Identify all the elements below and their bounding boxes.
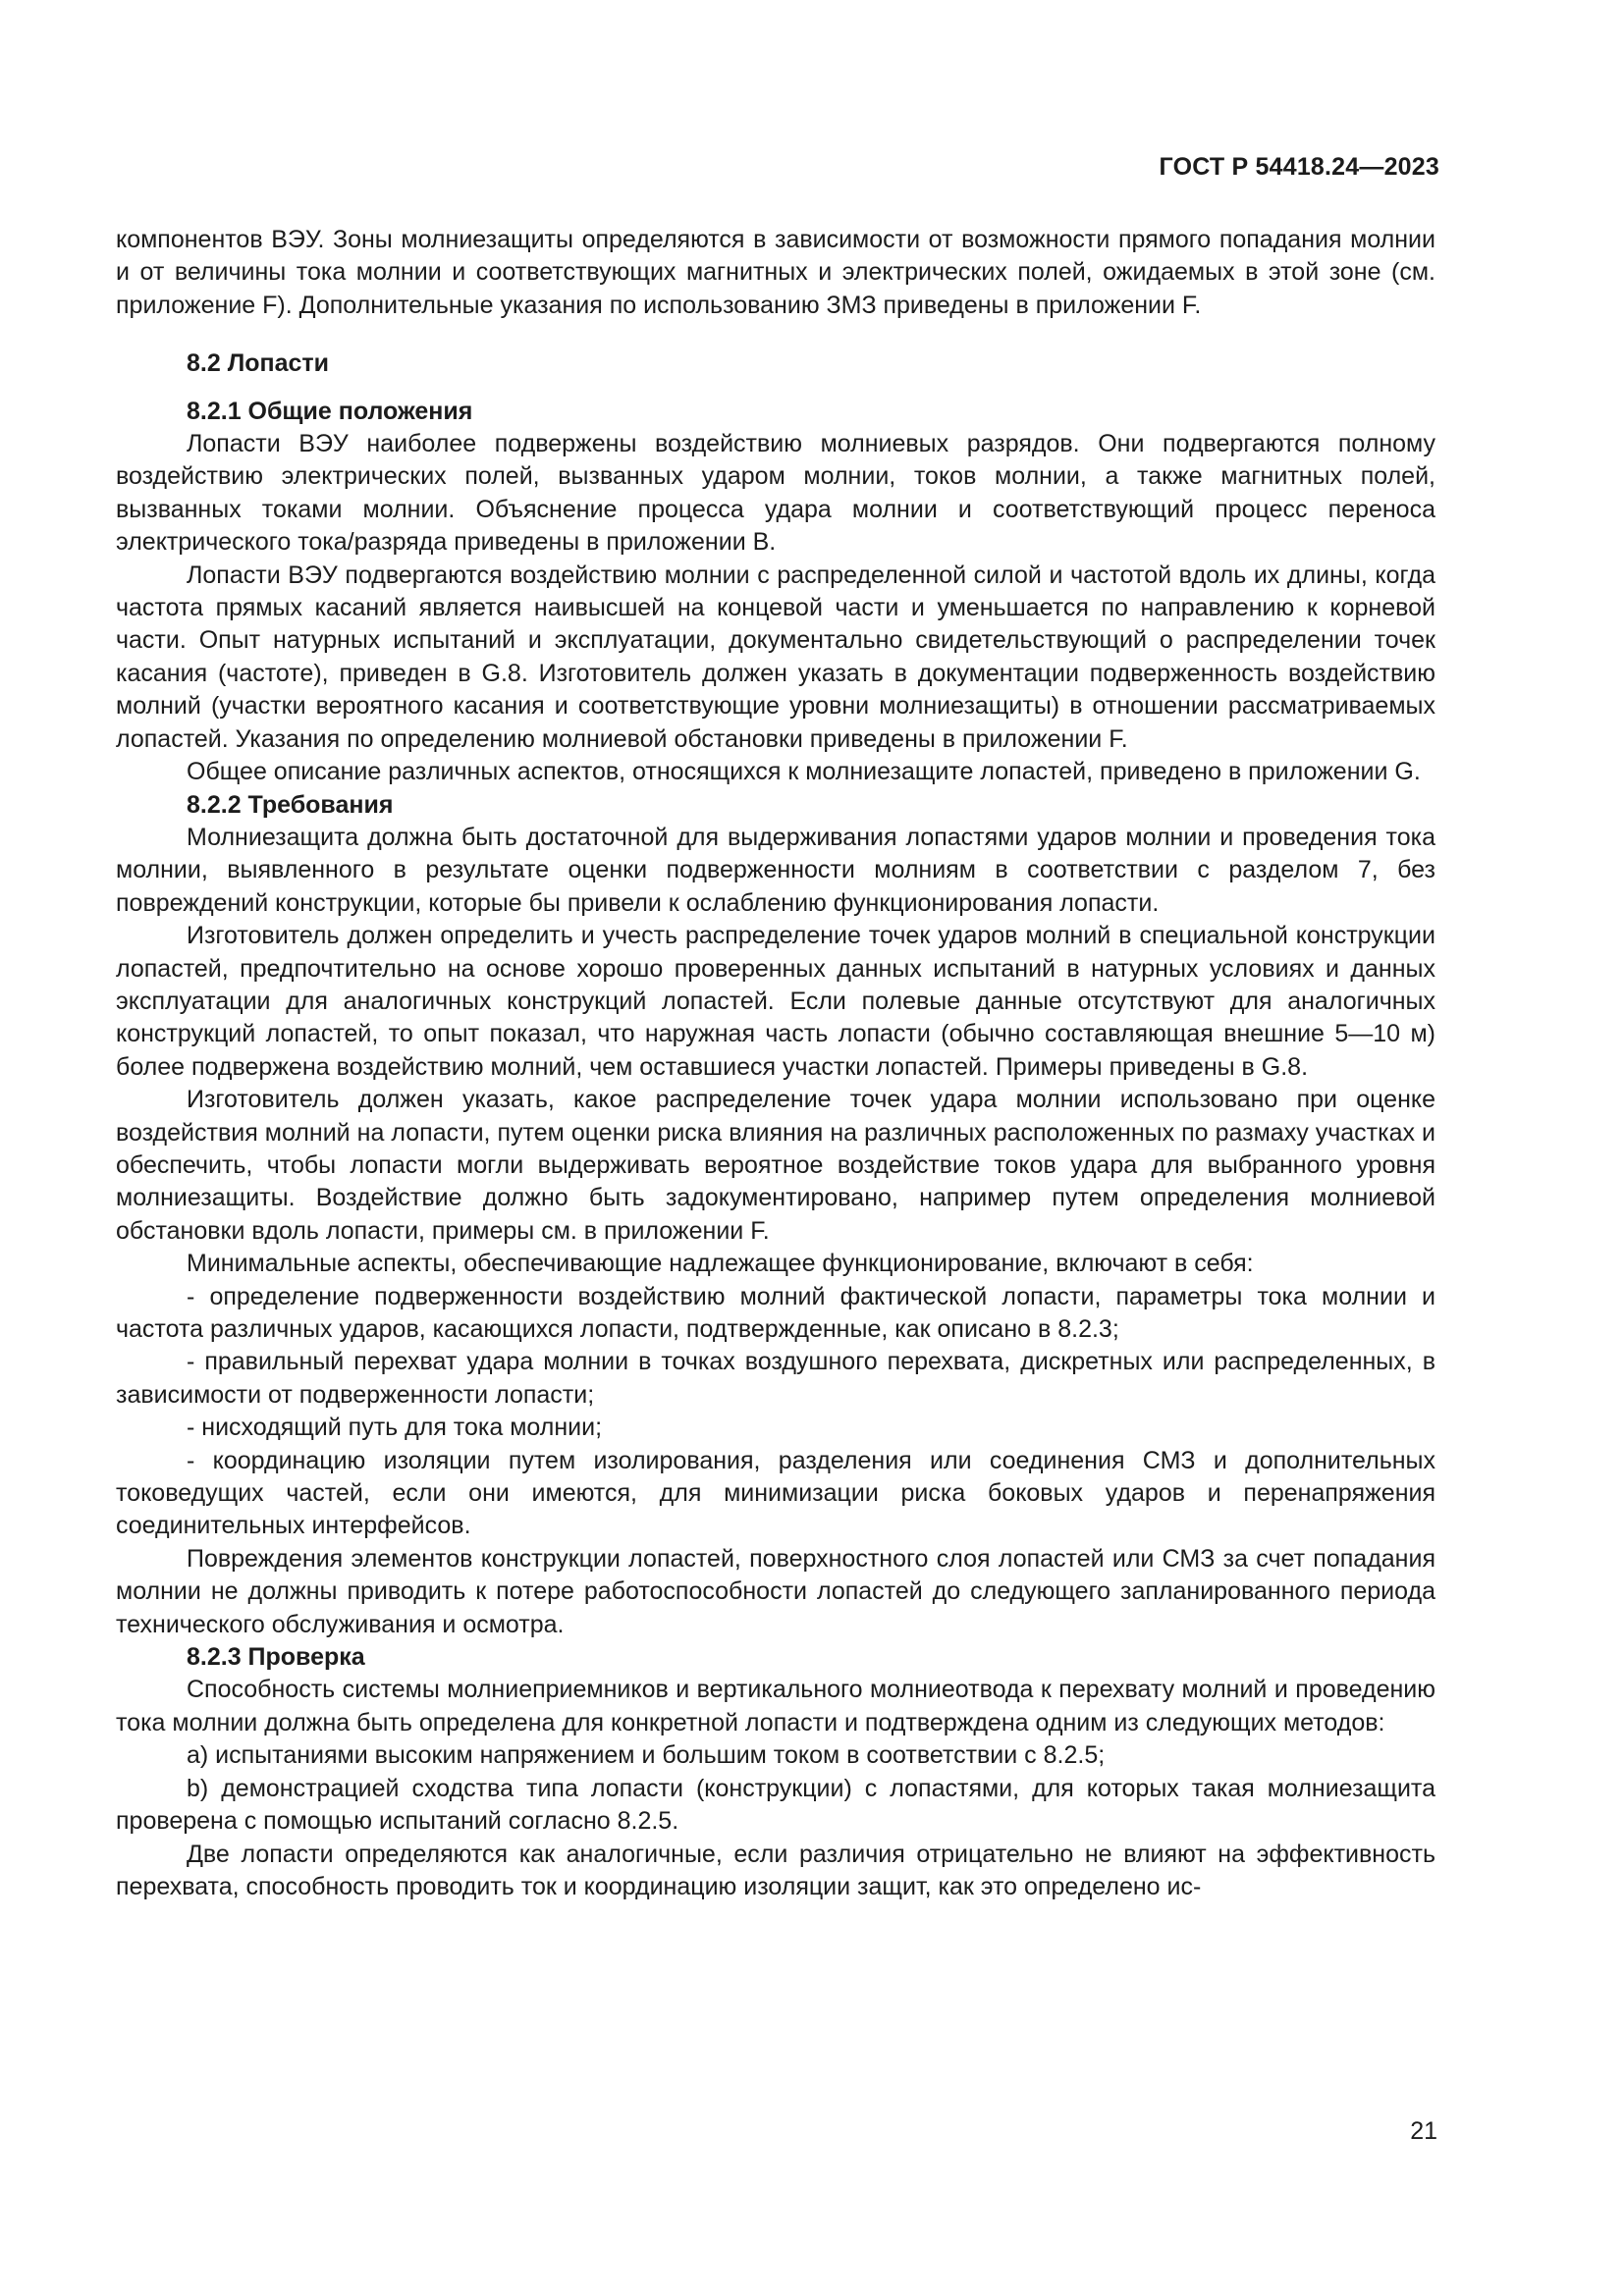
page-number: 21 xyxy=(1410,2117,1437,2145)
list-item: - координацию изоляции путем изолирования, разделения или соединения СМЗ и дополнительных токоведущих частей, если они имеются, для минимизации риска боковых ударов и перенапряжения соединительных интерфейсов. xyxy=(116,1446,1435,1540)
section-8-2-1-title: 8.2.1 Общие положения xyxy=(187,397,473,425)
document-standard-header: ГОСТ Р 54418.24—2023 xyxy=(1159,153,1439,181)
list-item: a) испытаниями высоким напряжением и большим током в соответствии с 8.2.5; xyxy=(187,1741,1106,1770)
intro-paragraph: компонентов ВЭУ. Зоны молниезащиты определяются в зависимости от возможности прямого попадания молнии и от величины тока молнии и соответствующих магнитных и электрических полей, ожидаемых в этой зоне (см. приложение F). Дополнительные указания по использованию ЗМЗ приведены в приложении F. xyxy=(116,226,1435,319)
section-8-2-1-paragraph-3: Общее описание различных аспектов, относящихся к молниезащите лопастей, приведено в приложении G. xyxy=(187,758,1421,786)
section-8-2-3-paragraph-1: Способность системы молниеприемников и вертикального молниеотвода к перехвату молний и проведению тока молнии должна быть определена для конкретной лопасти и подтверждена одним из следующих методов: xyxy=(116,1676,1435,1736)
section-8-2-3-paragraph-2: Две лопасти определяются как аналогичные, если различия отрицательно не влияют на эффективность перехвата, способность проводить ток и координацию изоляции защит, как это определено ис- xyxy=(116,1840,1435,1900)
document-body xyxy=(116,224,1435,1903)
section-8-2-2-paragraph-5: Повреждения элементов конструкции лопастей, поверхностного слоя лопастей или СМЗ за счет попадания молнии не должны приводить к потере работоспособности лопастей до следующего запланированного периода технического обслуживания и осмотра. xyxy=(116,1544,1435,1638)
section-8-2-2-paragraph-2: Изготовитель должен определить и учесть распределение точек ударов молний в специальной конструкции лопастей, предпочтительно на основе хорошо проверенных данных испытаний в натурных условиях и данных эксплуатации для аналогичных конструкций лопастей. Если полевые данные отсутствуют для аналогичных конструкций лопастей, то опыт показал, что наружная часть лопасти (обычно составляющая внешние 5—10 м) более подвержена воздействию молний, чем оставшиеся участки лопастей. Примеры приведены в G.8. xyxy=(116,922,1435,1081)
section-8-2-3-title: 8.2.3 Проверка xyxy=(187,1643,365,1672)
list-item: b) демонстрацией сходства типа лопасти (конструкции) с лопастями, для которых такая молниезащита проверена с помощью испытаний согласно 8.2.5. xyxy=(116,1774,1435,1836)
section-8-2-2-paragraph-3: Изготовитель должен указать, какое распределение точек удара молнии использовано при оценке воздействия молний на лопасти, путем оценки риска влияния на различных расположенных по размаху участках и обеспечить, чтобы лопасти могли выдерживать вероятное воздействие токов удара для выбранного уровня молниезащиты. Воздействие должно быть задокументировано, например путем определения молниевой обстановки вдоль лопасти, примеры см. в приложении F. xyxy=(116,1086,1435,1245)
list-item: - правильный перехват удара молнии в точках воздушного перехвата, дискретных или распределенных, в зависимости от подверженности лопасти; xyxy=(116,1348,1435,1409)
section-8-2-2-title: 8.2.2 Требования xyxy=(187,790,394,819)
section-8-2-1-paragraph-2: Лопасти ВЭУ подвергаются воздействию молнии с распределенной силой и частотой вдоль их длины, когда частота прямых касаний является наивысшей на концевой части и уменьшается по направлению к корневой части. Опыт натурных испытаний и эксплуатации, документально свидетельствующий о распределении точек касания (частоте), приведен в G.8. Изготовитель должен указать в документации подверженность воздействию молний (участки вероятного касания и соответствующие уровни молниезащиты) в отношении рассматриваемых лопастей. Указания по определению молниевой обстановки приведены в приложении F. xyxy=(116,561,1435,753)
list-item: - нисходящий путь для тока молнии; xyxy=(187,1414,603,1442)
section-8-2-2-paragraph-4: Минимальные аспекты, обеспечивающие надлежащее функционирование, включают в себя: xyxy=(187,1250,1254,1278)
section-8-2-title: 8.2 Лопасти xyxy=(187,349,330,378)
section-8-2-2-paragraph-1: Молниезащита должна быть достаточной для выдерживания лопастями ударов молнии и проведения тока молнии, выявленного в результате оценки подверженности молниям в соответствии с разделом 7, без повреждений конструкции, которые бы привели к ослаблению функционирования лопасти. xyxy=(116,823,1435,917)
list-item: - определение подверженности воздействию молний фактической лопасти, параметры тока молнии и частота различных ударов, касающихся лопасти, подтвержденные, как описано в 8.2.3; xyxy=(116,1282,1435,1343)
section-8-2-1-paragraph-1: Лопасти ВЭУ наиболее подвержены воздействию молниевых разрядов. Они подвергаются полному воздействию электрических полей, вызванных ударом молнии, токов молнии, а также магнитных полей, вызванных токами молнии. Объяснение процесса удара молнии и соответствующий процесс переноса электрического тока/разряда приведены в приложении B. xyxy=(116,430,1435,557)
